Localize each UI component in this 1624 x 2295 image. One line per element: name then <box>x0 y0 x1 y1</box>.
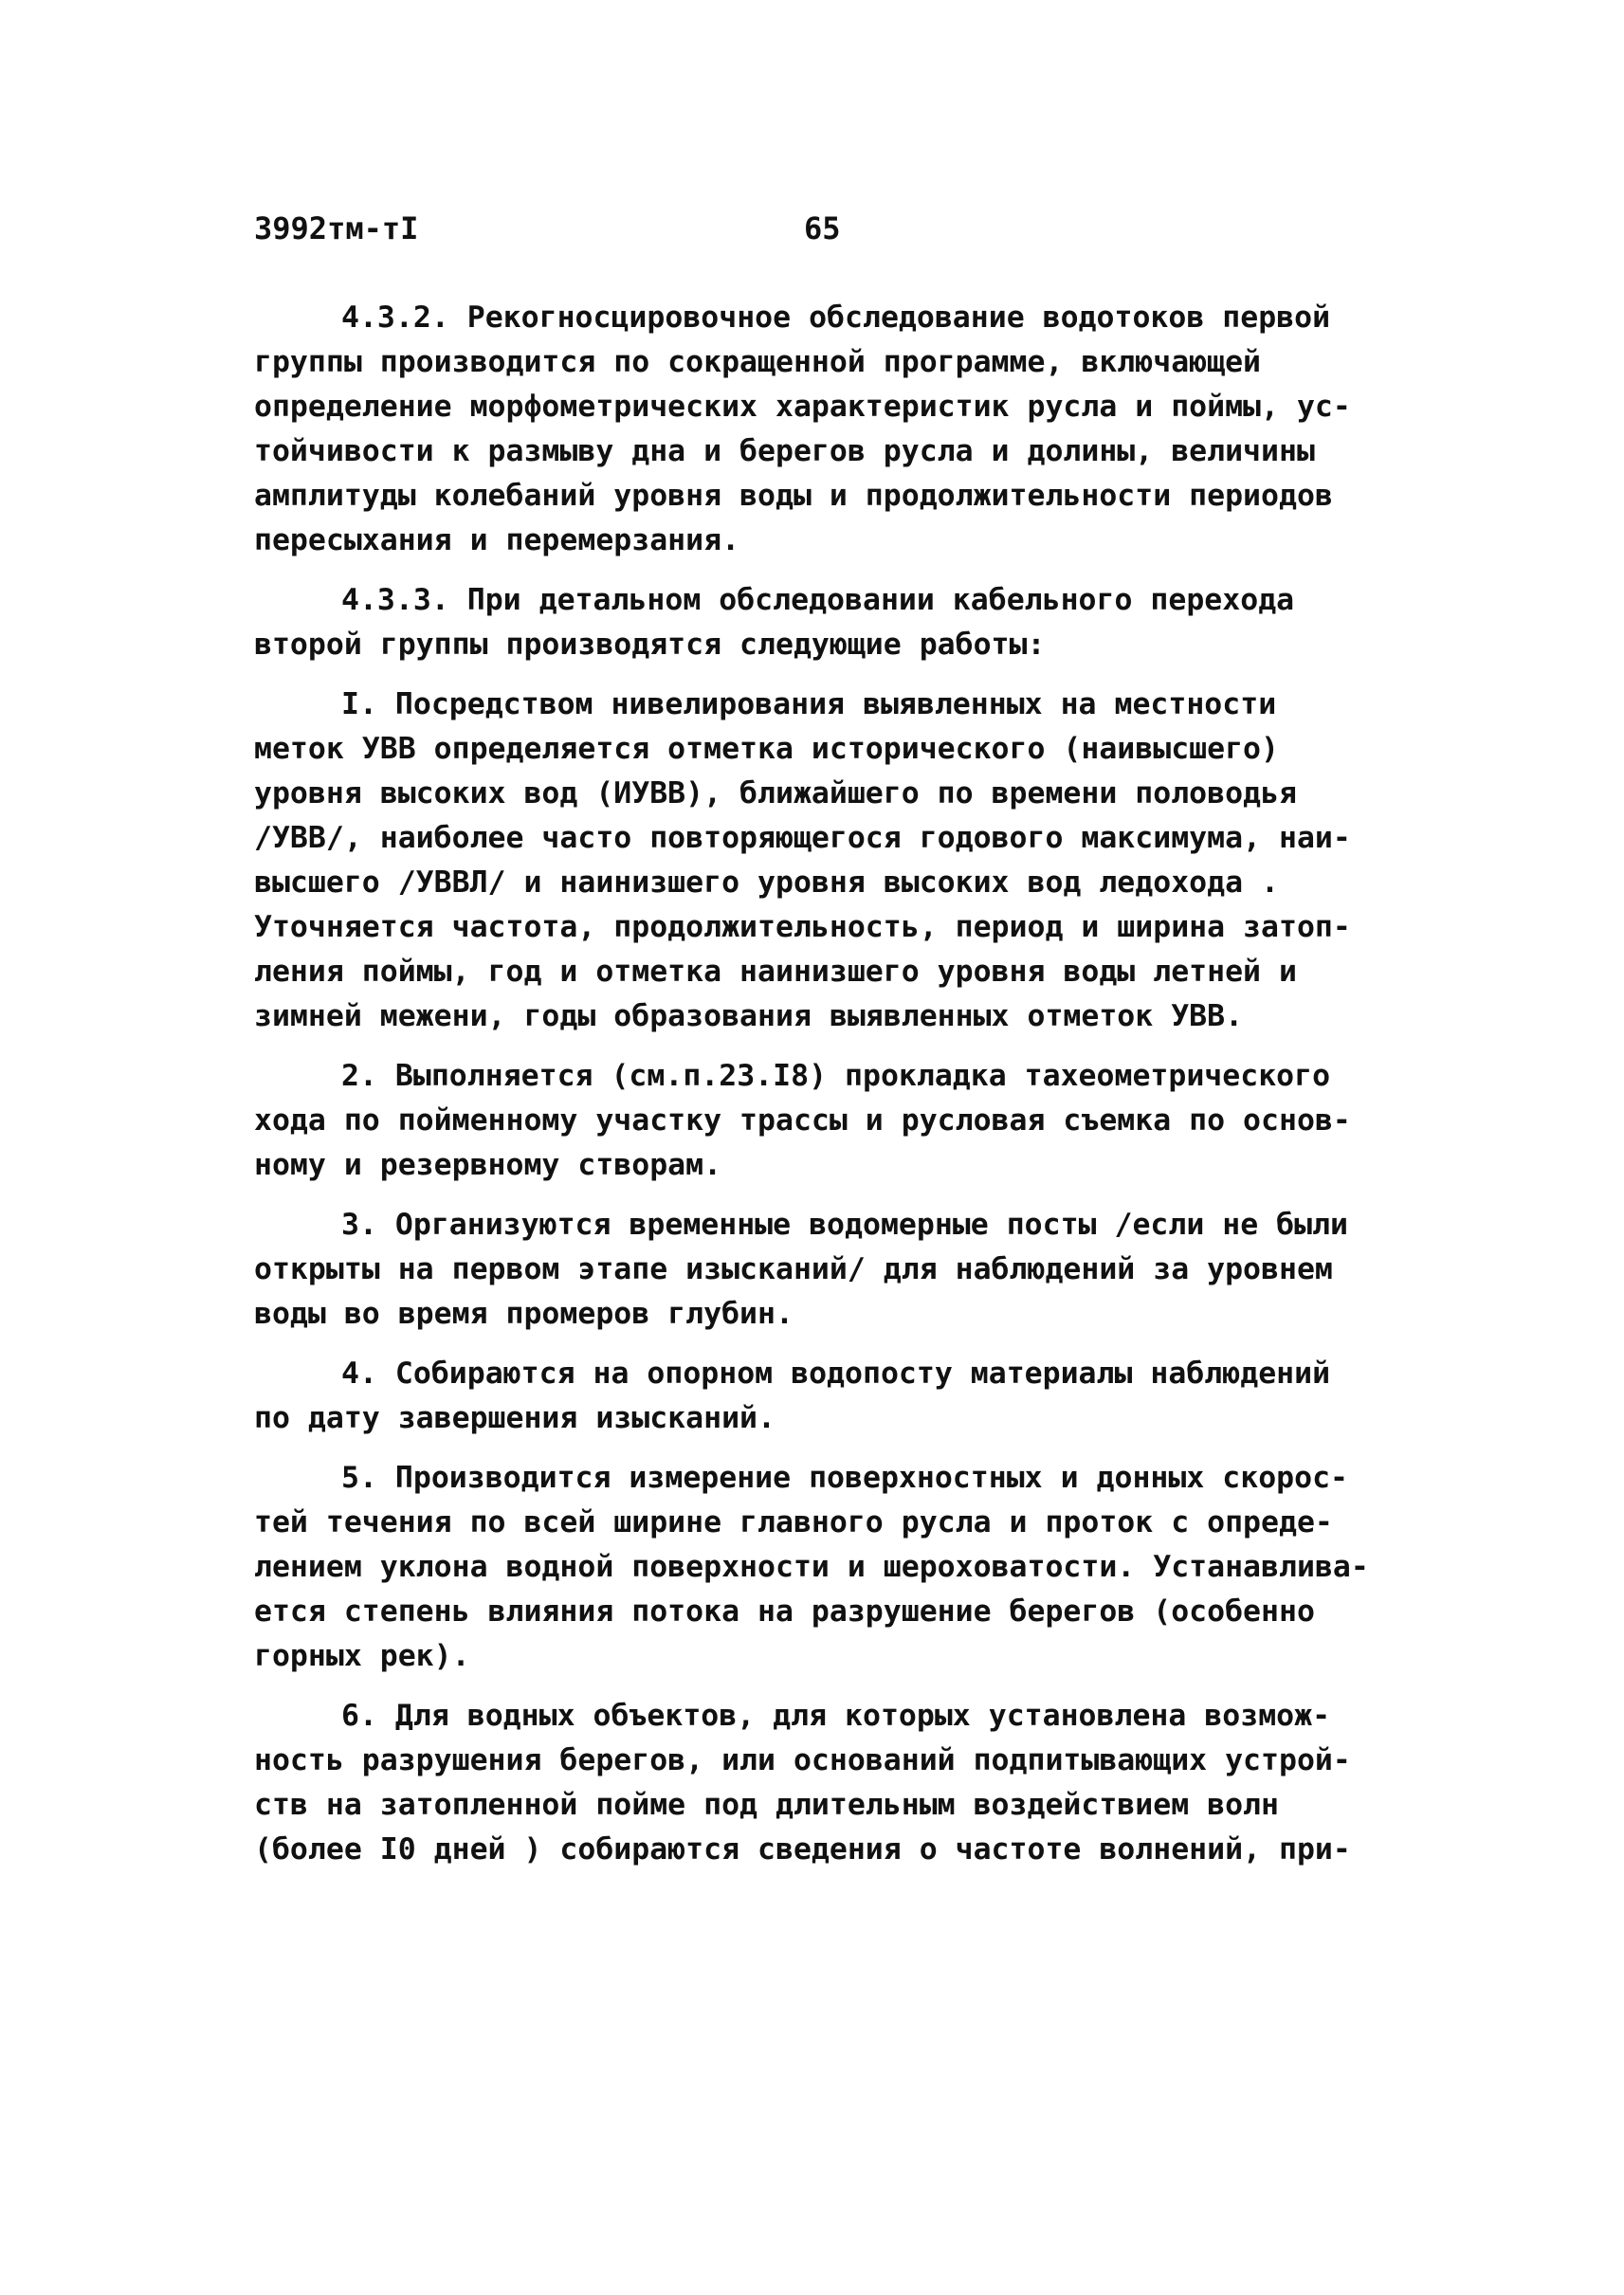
text-line: уровня высоких вод (ИУВВ), ближайшего по времени половодья <box>254 776 1297 811</box>
text-line: /УВВ/, наиболее часто повторяющегося годового максимума, наи- <box>254 821 1351 855</box>
text-line: зимней межени, годы образования выявленных отметок УВВ. <box>254 999 1244 1033</box>
paragraph <box>254 296 1392 563</box>
page-number: 65 <box>804 210 841 246</box>
text-line: хода по пойменному участку трассы и русловая съемка по основ- <box>254 1103 1351 1138</box>
text-line: амплитуды колебаний уровня воды и продолжительности периодов <box>254 479 1333 513</box>
text-line: (более I0 дней ) собираются сведения о частоте волнений, при- <box>254 1832 1351 1867</box>
text-line: 4. Собираются на опорном водопосту материалы наблюдений <box>341 1357 1331 1391</box>
document-code: 3992тм-тI <box>254 210 419 246</box>
text-line: 4.3.3. При детальном обследовании кабельного перехода <box>341 583 1295 617</box>
text-line: 6. Для водных объектов, для которых установлена возмож- <box>341 1699 1331 1733</box>
paragraph <box>254 683 1392 1039</box>
text-line: ств на затопленной пойме под длительным воздействием волн <box>254 1788 1279 1822</box>
paragraph <box>254 1054 1392 1188</box>
paragraph <box>254 1203 1392 1337</box>
text-line: 4.3.2. Рекогносцировочное обследование водотоков первой <box>341 301 1331 335</box>
text-line: ления поймы, год и отметка наинизшего уровня воды летней и <box>254 955 1297 989</box>
text-line: Уточняется частота, продолжительность, период и ширина затоп- <box>254 910 1351 944</box>
text-line: воды во время промеров глубин. <box>254 1297 794 1331</box>
text-line: определение морфометрических характеристик русла и поймы, ус- <box>254 390 1351 424</box>
text-line: по дату завершения изысканий. <box>254 1401 776 1435</box>
paragraph <box>254 1352 1392 1441</box>
text-line: пересыхания и перемерзания. <box>254 523 740 557</box>
page-header <box>254 210 1392 258</box>
text-line: открыты на первом этапе изысканий/ для наблюдений за уровнем <box>254 1252 1333 1286</box>
paragraph <box>254 1694 1392 1872</box>
text-line: ному и резервному створам. <box>254 1148 722 1182</box>
text-line: горных рек). <box>254 1639 470 1673</box>
text-line: 2. Выполняется (см.п.23.I8) прокладка тахеометрического <box>341 1059 1331 1093</box>
text-line: группы производится по сокращенной программе, включающей <box>254 345 1262 379</box>
text-line: высшего /УВВЛ/ и наинизшего уровня высоких вод ледохода . <box>254 865 1279 900</box>
text-line: 3. Организуются временные водомерные посты /если не были <box>341 1208 1349 1242</box>
text-line: I. Посредством нивелирования выявленных на местности <box>341 687 1277 721</box>
text-line: тей течения по всей ширине главного русла и проток с опреде- <box>254 1505 1333 1539</box>
paragraph <box>254 1456 1392 1679</box>
paragraph <box>254 578 1392 667</box>
text-line: тойчивости к размыву дна и берегов русла и долины, величины <box>254 434 1315 468</box>
text-line: лением уклона водной поверхности и шероховатости. Устанавлива- <box>254 1550 1369 1584</box>
text-line: ность разрушения берегов, или оснований подпитывающих устрой- <box>254 1743 1351 1777</box>
text-line: 5. Производится измерение поверхностных и донных скорос- <box>341 1461 1349 1495</box>
text-line: меток УВВ определяется отметка исторического (наивысшего) <box>254 732 1279 766</box>
text-line: ется степень влияния потока на разрушение берегов (особенно <box>254 1594 1315 1629</box>
body-text <box>254 296 1392 1887</box>
text-line: второй группы производятся следующие работы: <box>254 628 1046 662</box>
